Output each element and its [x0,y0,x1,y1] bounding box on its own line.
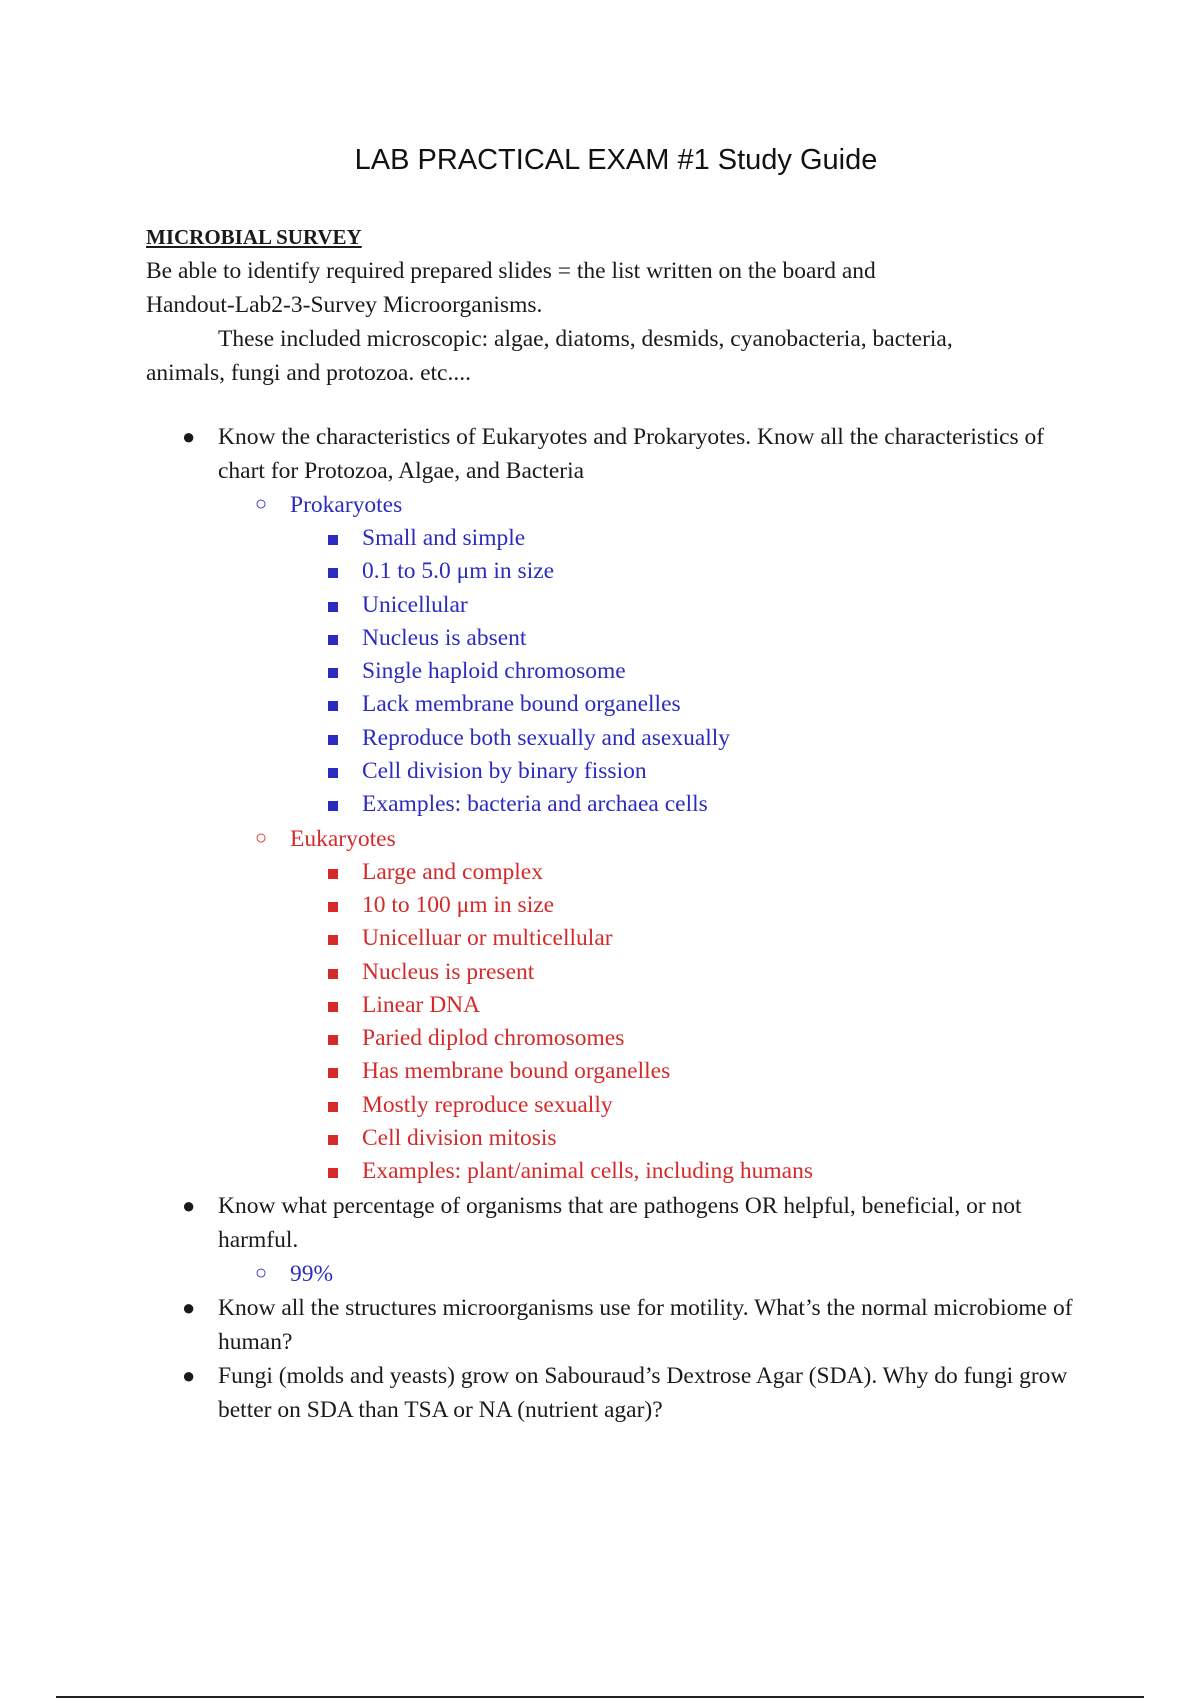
square-bullet-icon [328,801,338,811]
sub-item-label: Eukaryotes [290,825,396,852]
section-heading: MICROBIAL SURVEY [146,225,362,249]
list-item [290,589,1086,622]
square-bullet-icon [328,902,338,912]
list-item-text: Small and simple [362,525,526,551]
sub-item-label: 99% [290,1260,334,1287]
list-item [290,989,1086,1022]
bullet-icon: ● [182,1192,196,1218]
list-item-text: Has membrane bound organelles [362,1058,671,1085]
list-item [290,755,1086,788]
list-item [290,889,1086,922]
square-bullet-icon [328,735,338,745]
bullet-text: Know all the structures microorganisms use for motility. What’s the normal microbiome of human? [218,1294,1073,1355]
circle-bullet-icon: ○ [255,493,268,515]
square-bullet-icon [328,969,338,979]
list-item-text: Mostly reproduce sexually [362,1091,613,1118]
bullet-item-percentage [146,1189,1086,1291]
sub-item-label: Prokaryotes [290,492,403,518]
list-item-text: Cell division by binary fission [362,758,647,785]
square-bullet-icon [328,935,338,945]
list-item [290,655,1086,688]
square-bullet-icon [328,602,338,612]
list-item [290,1055,1086,1088]
list-item [290,555,1086,588]
list-item-text: Nucleus is present [362,958,535,985]
list-item [290,722,1086,755]
intro-line: Be able to identify required prepared slides = the list written on the board and [146,258,876,284]
list-item-text: 0.1 to 5.0 μm in size [362,558,555,585]
list-item [290,1022,1086,1055]
prokaryote-list [290,522,1086,822]
sub-item-prokaryotes [218,488,1086,822]
footer-divider [56,1696,1144,1698]
eukaryote-list [290,856,1086,1189]
list-item-text: Examples: bacteria and archaea cells [362,791,708,818]
square-bullet-icon [328,635,338,645]
list-item-text: Single haploid chromosome [362,658,626,685]
bullet-item-characteristics [146,420,1086,1189]
list-item-text: Examples: plant/animal cells, including humans [362,1158,813,1185]
list-item [290,1122,1086,1155]
square-bullet-icon [328,1102,338,1112]
sub-item-percentage-answer [218,1257,1086,1291]
list-item-text: Linear DNA [362,991,481,1018]
bullet-icon: ● [182,424,196,449]
list-item-text: 10 to 100 μm in size [362,891,555,918]
list-item [290,688,1086,721]
bullet-text: Know the characteristics of Eukaryotes and Prokaryotes. Know all the characteristics of chart for Protozoa, Algae, and Bacteria [218,424,1045,484]
square-bullet-icon [328,869,338,879]
list-item-text: Large and complex [362,858,543,885]
list-item [290,922,1086,955]
bullet-icon: ● [182,1294,196,1320]
document-body [146,222,1086,1427]
list-item-text: Unicellular [362,591,468,618]
circle-bullet-icon: ○ [255,826,268,849]
square-bullet-icon [328,1068,338,1078]
square-bullet-icon [328,1135,338,1145]
list-item-text: Lack membrane bound organelles [362,691,681,718]
list-item-text: Cell division mitosis [362,1125,557,1152]
square-bullet-icon [328,668,338,678]
bullet-text: Fungi (molds and yeasts) grow on Sabouraud’s Dextrose Agar (SDA). Why do fungi grow better on SDA than TSA or NA (nutrient agar)? [218,1362,1068,1423]
square-bullet-icon [328,701,338,711]
square-bullet-icon [328,535,338,545]
page-title: LAB PRACTICAL EXAM #1 Study Guide [354,144,878,176]
list-item-text: Nucleus is absent [362,624,527,651]
bullet-item-motility [146,1291,1086,1359]
main-bullet-list [146,420,1086,1427]
intro-line: animals, fungi and protozoa. etc.... [146,360,471,386]
circle-bullet-icon: ○ [255,1261,268,1284]
square-bullet-icon [328,1035,338,1045]
sub-item-eukaryotes [218,822,1086,1189]
list-item-text: Paried diplod chromosomes [362,1025,625,1052]
list-item-text: Unicelluar or multicellular [362,925,613,952]
bullet-text: Know what percentage of organisms that are pathogens OR helpful, beneficial, or not harmful. [218,1192,1022,1253]
intro-line: Handout-Lab2-3-Survey Microorganisms. [146,292,543,318]
list-item [290,956,1086,989]
list-item [290,522,1086,555]
list-item [290,1089,1086,1122]
list-item [290,1155,1086,1188]
square-bullet-icon [328,568,338,578]
square-bullet-icon [328,1168,338,1178]
bullet-item-fungi [146,1359,1086,1427]
intro-line: These included microscopic: algae, diatoms, desmids, cyanobacteria, bacteria, [218,326,953,352]
list-item [290,622,1086,655]
list-item [290,856,1086,889]
square-bullet-icon [328,1002,338,1012]
list-item [290,788,1086,821]
bullet-icon: ● [182,1362,196,1388]
square-bullet-icon [328,768,338,778]
list-item-text: Reproduce both sexually and asexually [362,724,731,751]
